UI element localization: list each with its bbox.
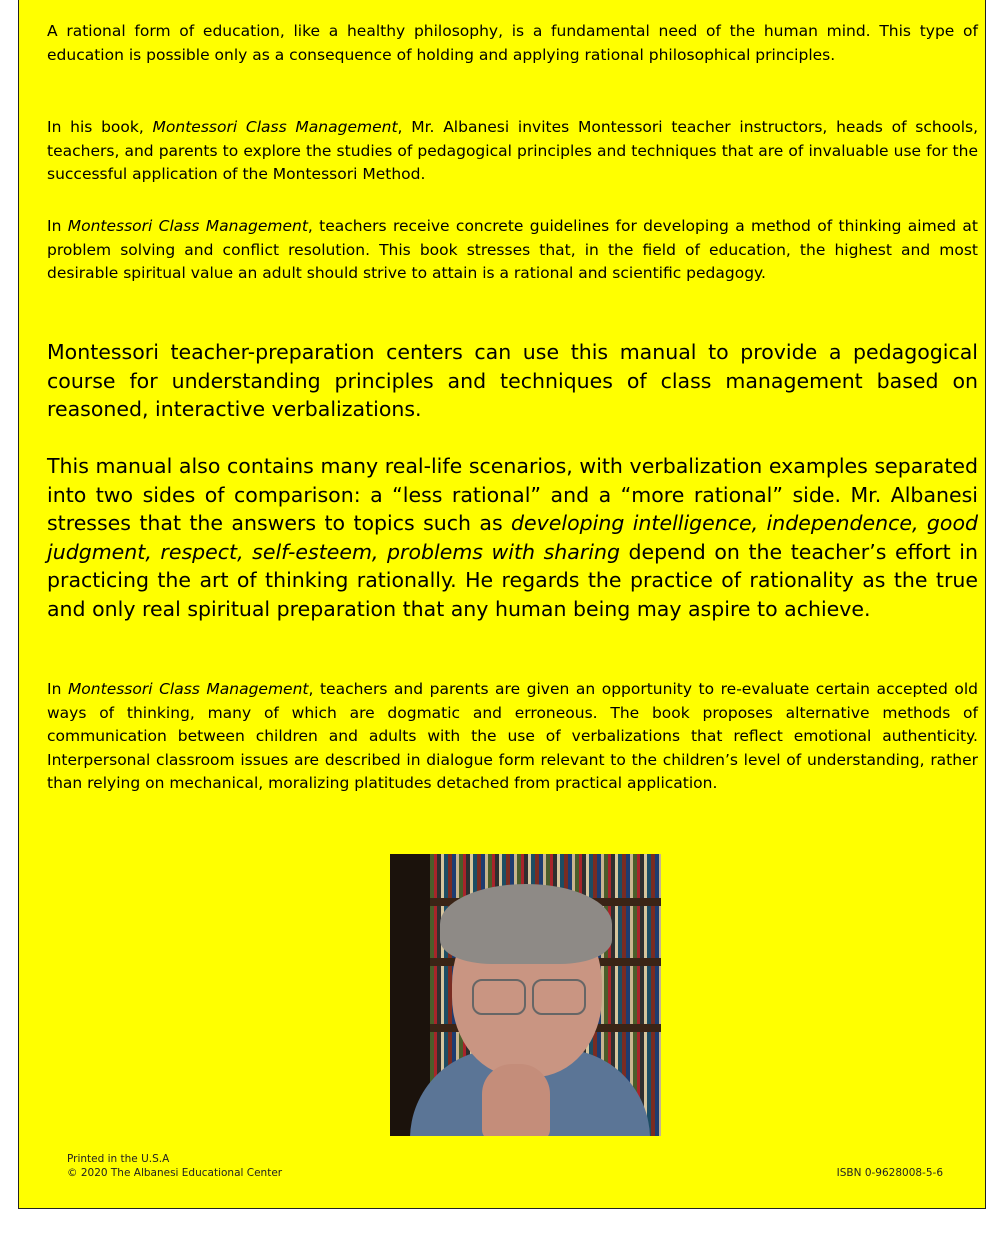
intro-text: A rational form of education, like a healthy philosophy, is a fundamental need of the human mind. This type of education is possible only as a consequence of holding and applying rational philosophical principles. [47,22,978,64]
author-photo [390,854,661,1136]
guidelines-paragraph [47,215,978,286]
book-title: Montessori Class Management [67,217,308,235]
paragraph-text: In [47,217,68,235]
re-evaluation-paragraph [47,678,978,796]
book-invitation-paragraph [47,116,978,187]
printed-in-label: Printed in the U.S.A [67,1153,170,1165]
paragraph-text: depend on the teacher’s effort in practicing the art of thinking rationally. He regards the practice of rationality as the true and only real spiritual preparation that any human being may aspire to achieve. [47,539,978,621]
glasses-left-lens [472,979,526,1015]
glasses-right-lens [532,979,586,1015]
book-title: Montessori Class Management [152,118,398,136]
book-title: Montessori Class Management [67,680,309,698]
teacher-centers-paragraph [47,338,978,424]
paragraph-text: , teachers and parents are given an opportunity to re-evaluate certain accepted old ways of thinking, many of which are dogmatic and erroneous. The book proposes alternative methods of communication between children and adults with the use of verbalizations that reflect emotional authenticity. Interpersonal classroom issues are described in dialogue form relevant to the children’s level of understanding, rather than relying on mechanical, moralizing platitudes detached from practical application. [47,680,978,792]
paragraph-text: , teachers receive concrete guidelines for developing a method of thinking aimed at problem solving and conflict resolution. This book stresses that, in the field of education, the highest and most desirable spiritual value an adult should strive to attain is a rational and scientific pedagogy. [47,217,978,282]
intro-paragraph [47,20,978,67]
paragraph-text: In his book, [47,118,153,136]
paragraph-text: , Mr. Albanesi invites Montessori teacher instructors, heads of schools, teachers, and parents to explore the studies of pedagogical principles and techniques that are of invaluable use for the successful application of the Montessori Method. [47,118,978,183]
back-cover [18,0,986,1209]
paragraph-text: Montessori teacher-preparation centers can use this manual to provide a pedagogical course for understanding principles and techniques of class management based on reasoned, interactive verbalizations. [47,340,978,421]
copyright-label: © 2020 The Albanesi Educational Center [67,1167,283,1179]
paragraph-text: This manual also contains many real-life scenarios, with verbalization examples separated into two sides of comparison: a “less rational” and a “more rational” side. Mr. Albanesi stresses that the answers to topics such as [47,454,978,535]
paragraph-text: In [47,680,68,698]
isbn-label: ISBN 0-9628008-5-6 [836,1167,943,1179]
author-hand [482,1064,550,1136]
author-hair [440,884,612,964]
scenarios-paragraph [47,452,978,623]
topics-list: developing intelligence, independence, good judgment, respect, self-esteem, problems with sharing [47,511,979,564]
